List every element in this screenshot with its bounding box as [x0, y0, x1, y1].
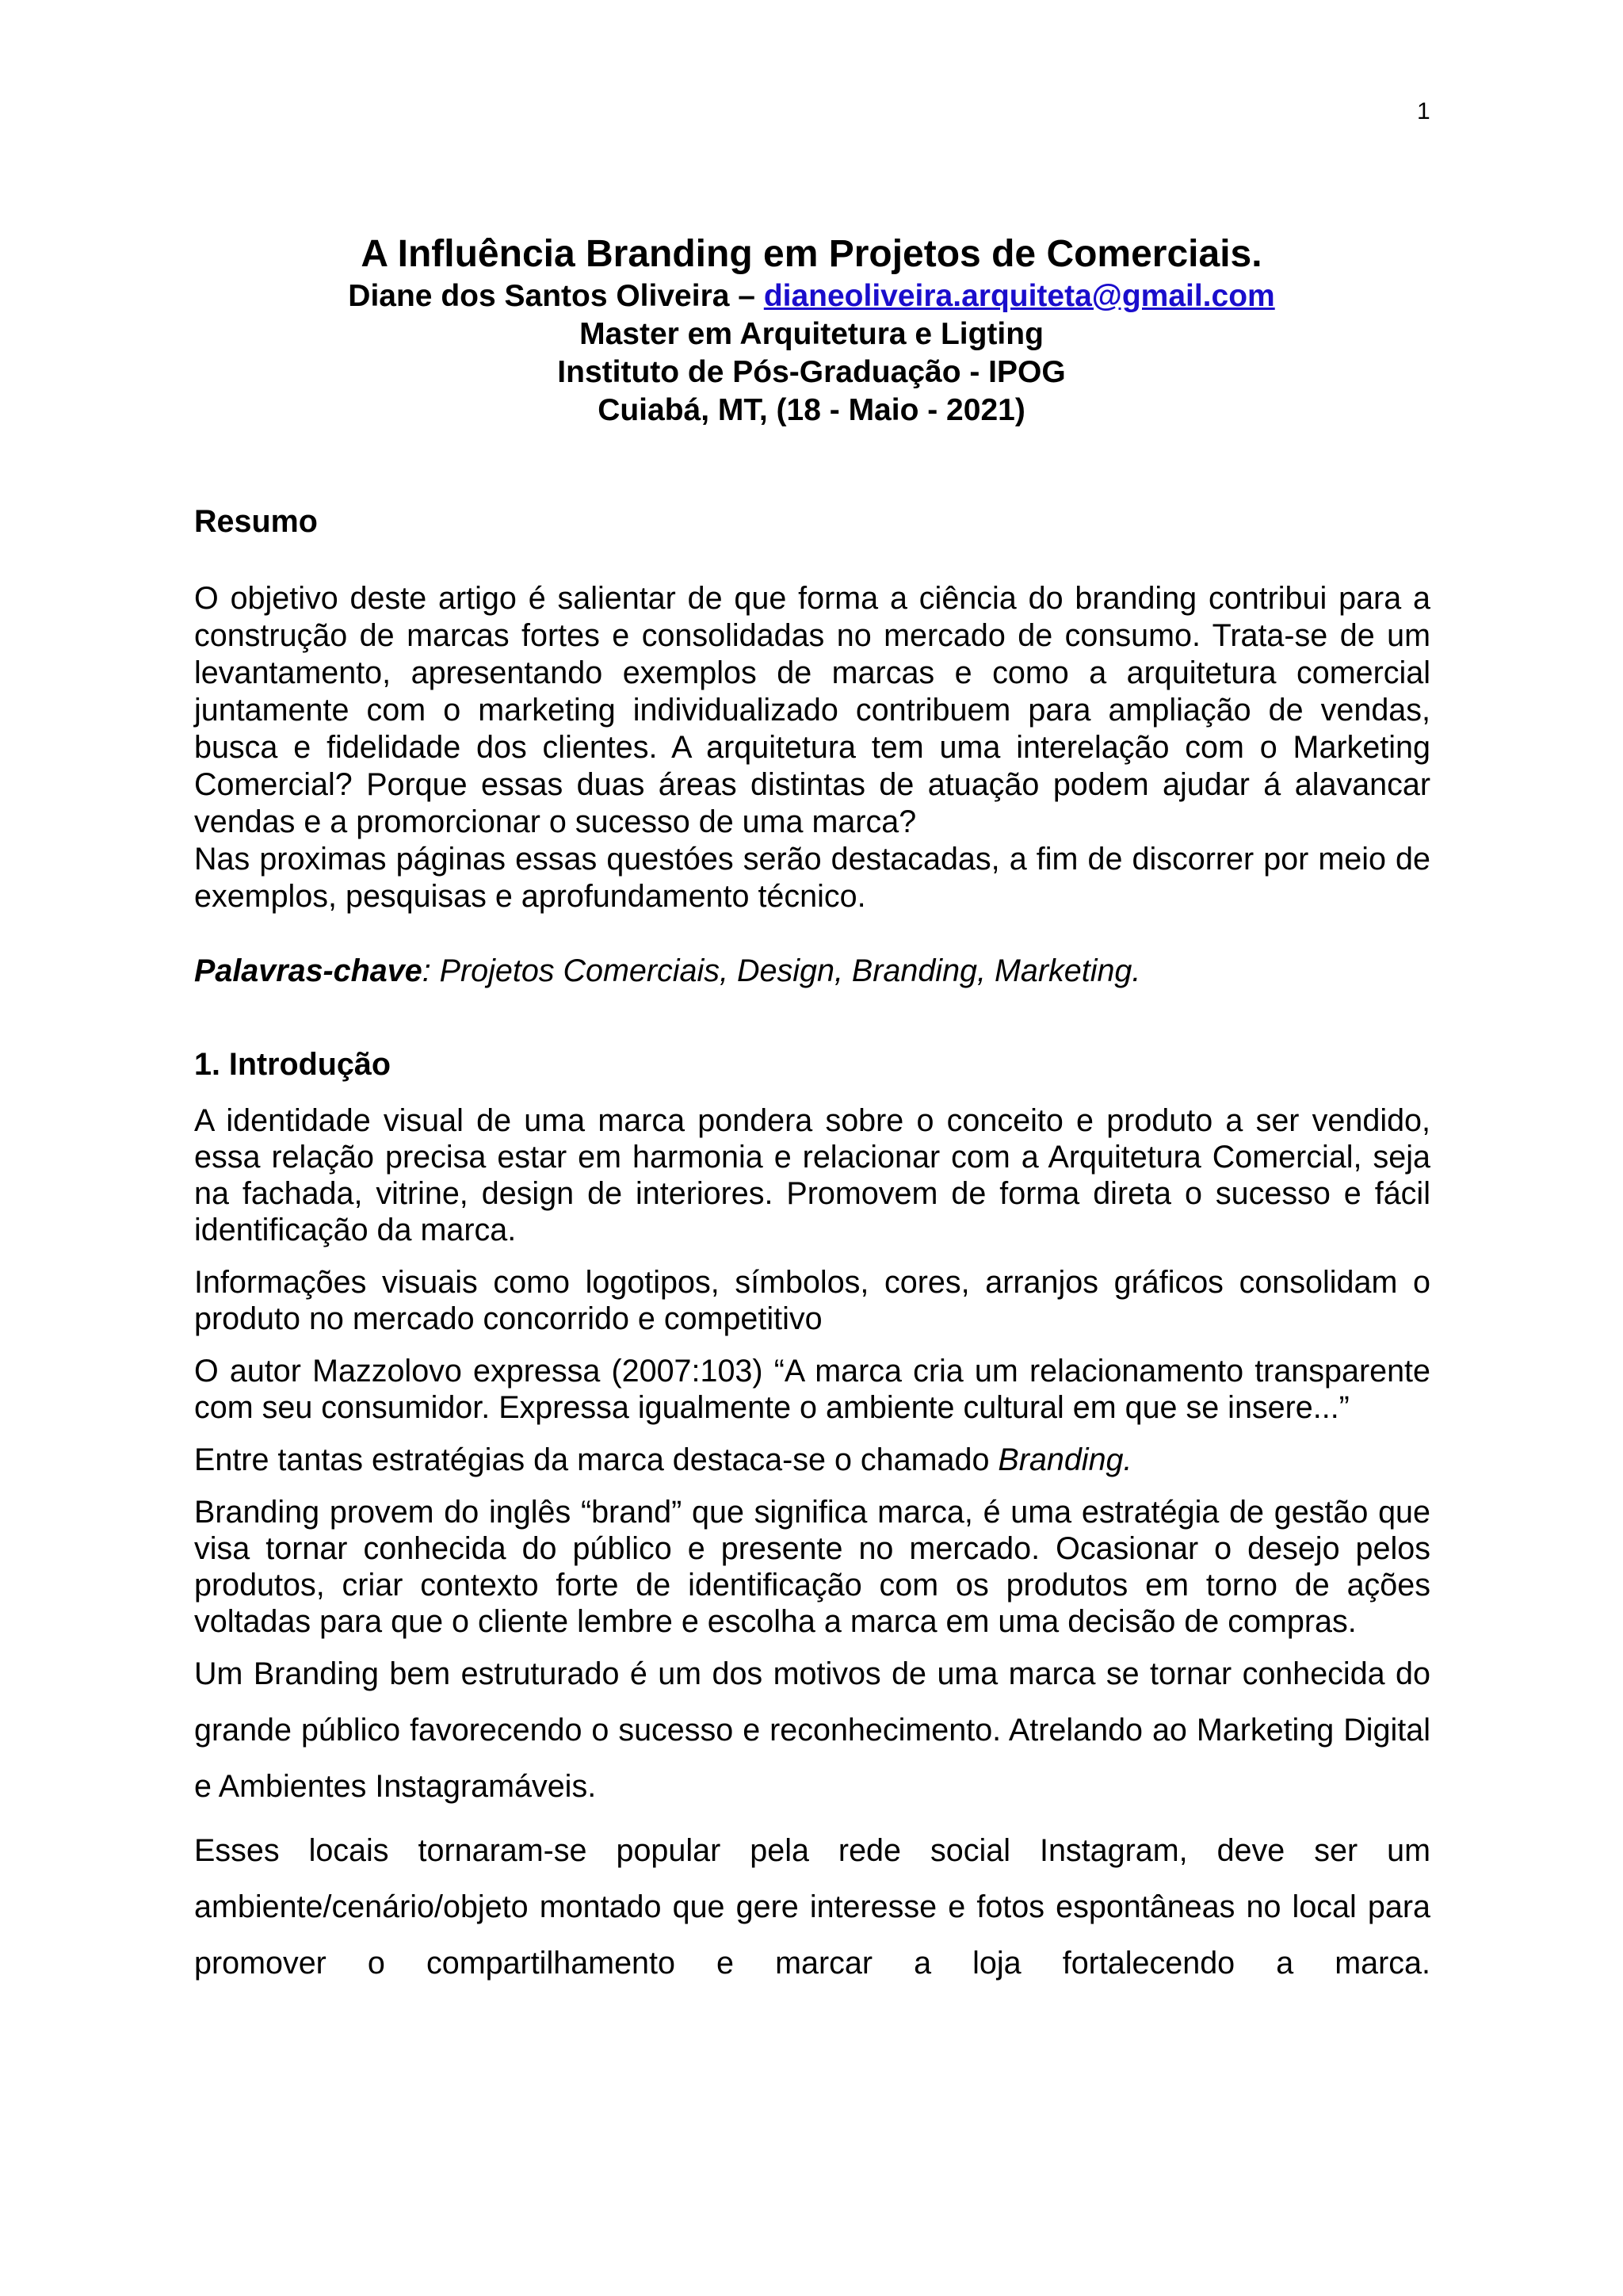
intro-quote-paragraph: O autor Mazzolovo expressa (2007:103) “A marca cria um relacionamento transparente com seu consumidor. Expressa igualmente o ambiente cultural em que se insere...” — [194, 1354, 1430, 1425]
institute-line: Instituto de Pós-Graduação - IPOG — [557, 355, 1066, 389]
author-email-link[interactable]: dianeoliveira.arquiteta@gmail.com — [763, 279, 1275, 313]
intro-italic-term: Branding. — [998, 1442, 1132, 1477]
intro-paragraph: Esses locais tornaram-se popular pela rede social Instagram, deve ser um ambiente/cenário/objeto montado que gere interesse e fotos espontâneas no local para promover o compartilhamento e marcar a loja fortalecendo a marca. — [194, 1833, 1430, 1981]
intro-paragraph: Branding provem do inglês “brand” que significa marca, é uma estratégia de gestão que visa tornar conhecida do público e presente no mercado. Ocasionar o desejo pelos produtos, criar contexto forte de identificação com os produtos em torno de ações voltadas para que o cliente lembre e escolha a marca em uma decisão de compras. — [194, 1495, 1430, 1639]
intro-paragraph: Informações visuais como logotipos, símbolos, cores, arranjos gráficos consolidam o produto no mercado concorrido e competitivo — [194, 1265, 1430, 1336]
introduction-heading: 1. Introdução — [194, 1047, 391, 1082]
keywords-line — [194, 953, 1140, 989]
abstract-heading: Resumo — [194, 504, 318, 539]
page-number: 1 — [1417, 98, 1430, 124]
intro-paragraph: A identidade visual de uma marca pondera sobre o conceito e produto a ser vendido, essa relação precisa estar em harmonia e relacionar com a Arquitetura Comercial, seja na fachada, vitrine, design de interiores. Promovem de forma direta o sucesso e fácil identificação da marca. — [194, 1103, 1430, 1247]
paper-header — [0, 231, 1623, 430]
program-line: Master em Arquitetura e Ligting — [579, 317, 1044, 351]
abstract-body — [194, 580, 1430, 915]
paper-title: A Influência Branding em Projetos de Comerciais. — [361, 233, 1262, 275]
keywords-text: : Projetos Comerciais, Design, Branding, Marketing. — [422, 953, 1141, 988]
intro-text: Entre tantas estratégias da marca destaca-se o chamado — [194, 1442, 999, 1477]
keywords-label: Palavras-chave — [194, 953, 422, 988]
introduction-body — [194, 1102, 1430, 1992]
author-line — [0, 277, 1623, 315]
abstract-paragraph: Nas proximas páginas essas questóes serão destacadas, a fim de discorrer por meio de exemplos, pesquisas e aprofundamento técnico. — [194, 842, 1430, 914]
intro-paragraph — [194, 1442, 1430, 1478]
place-date-line: Cuiabá, MT, (18 - Maio - 2021) — [598, 393, 1025, 427]
abstract-paragraph: O objetivo deste artigo é salientar de que forma a ciência do branding contribui para a construção de marcas fortes e consolidadas no mercado de consumo. Trata-se de um levantamento, apresentando exemplos de marcas e como a arquitetura comercial juntamente com o marketing individualizado contribuem para ampliação de vendas, busca e fidelidade dos clientes. A arquitetura tem uma interelação com o Marketing Comercial? Porque essas duas áreas distintas de atuação podem ajudar á alavancar vendas e a promorcionar o sucesso de uma marca? — [194, 581, 1430, 839]
author-name: Diane dos Santos Oliveira – — [348, 279, 764, 313]
intro-paragraph: Um Branding bem estruturado é um dos motivos de uma marca se tornar conhecida do grande público favorecendo o sucesso e reconhecimento. Atrelando ao Marketing Digital e Ambientes Instagramáveis. — [194, 1656, 1430, 1804]
